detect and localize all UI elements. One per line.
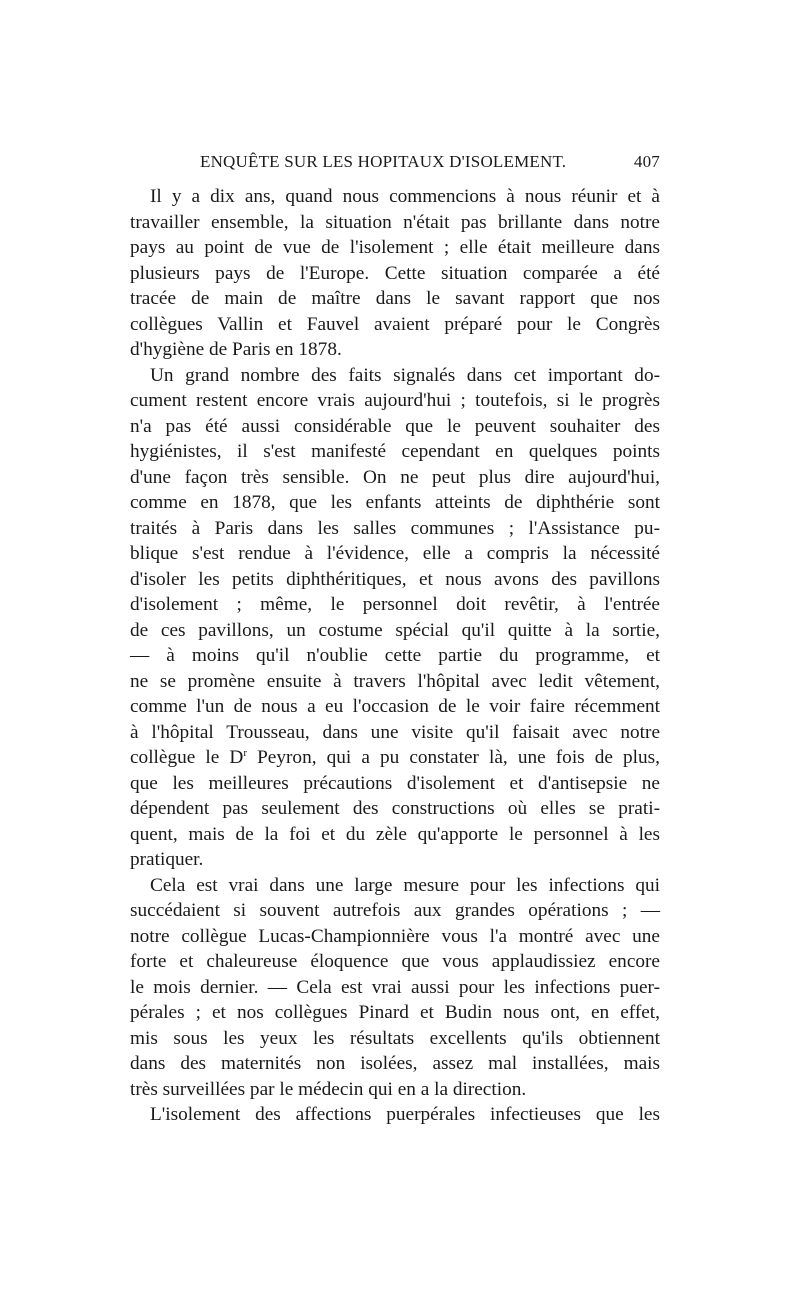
text-line: pays au point de vue de l'isolement ; elle était meilleure dans	[130, 237, 660, 258]
text-line: cument restent encore vrais aujourd'hui ; toutefois, si le progrès	[130, 390, 660, 411]
text-line: blique s'est rendue à l'évidence, elle a compris la nécessité	[130, 543, 660, 564]
text-line: d'une façon très sensible. On ne peut plus dire aujourd'hui,	[130, 466, 660, 488]
text-line: mis sous les yeux les résultats excellents qu'ils obtiennent	[130, 1027, 660, 1049]
body-text	[130, 184, 660, 1128]
running-title: ENQUÊTE SUR LES HOPITAUX D'ISOLEMENT.	[200, 152, 567, 171]
text-line: notre collègue Lucas-Championnière vous l'a montré avec une	[130, 925, 660, 947]
text-line: tracée de main de maître dans le savant rapport que nos	[130, 288, 660, 309]
text-line: collègues Vallin et Fauvel avaient préparé pour le Congrès	[130, 313, 660, 335]
text-line: pratiquer.	[130, 849, 204, 870]
text-line: succédaient si souvent autrefois aux grandes opérations ; —	[130, 900, 660, 921]
text-line: d'hygiène de Paris en 1878.	[130, 339, 342, 360]
superscript: r	[243, 747, 247, 759]
text-line: travailler ensemble, la situation n'était pas brillante dans notre	[130, 211, 660, 233]
text-line: très surveillées par le médecin qui en a la direction.	[130, 1078, 527, 1100]
text-line: de ces pavillons, un costume spécial qu'il quitte à la sortie,	[130, 619, 660, 641]
text-line: pérales ; et nos collègues Pinard et Budin nous ont, en effet,	[130, 1002, 660, 1023]
text-line: Un grand nombre des faits signalés dans cet important do-	[150, 364, 660, 386]
text-line: n'a pas été aussi considérable que le peuvent souhaiter des	[130, 415, 660, 437]
text-line: hygiénistes, il s'est manifesté cependant en quelques points	[130, 441, 660, 462]
text-line: d'isoler les petits diphthéritiques, et nous avons des pavillons	[130, 568, 660, 590]
text-line: L'isolement des affections puerpérales infectieuses que les	[150, 1104, 660, 1125]
text-segment: Peyron, qui a pu constater là, une fois de plus,	[247, 747, 661, 768]
text-line: comme en 1878, que les enfants atteints de diphthérie sont	[130, 492, 660, 513]
text-line: d'isolement ; même, le personnel doit revêtir, à l'entrée	[130, 594, 660, 615]
text-line: forte et chaleureuse éloquence que vous applaudissiez encore	[130, 951, 660, 972]
text-line: — à moins qu'il n'oublie cette partie du programme, et	[130, 645, 660, 666]
text-line: que les meilleures précautions d'isolement et d'antisepsie ne	[130, 772, 660, 794]
text-line: Il y a dix ans, quand nous commencions à nous réunir et à	[150, 186, 660, 207]
text-line: ne se promène ensuite à travers l'hôpital avec ledit vêtement,	[130, 670, 660, 692]
text-line: Cela est vrai dans une large mesure pour les infections qui	[150, 874, 660, 896]
text-line: dépendent pas seulement des constructions où elles se prati-	[130, 798, 660, 819]
text-line	[130, 745, 660, 771]
text-segment: collègue le D	[130, 747, 244, 768]
running-head	[200, 152, 660, 178]
text-line: quent, mais de la foi et du zèle qu'apporte le personnel à les	[130, 823, 660, 845]
text-line: plusieurs pays de l'Europe. Cette situation comparée a été	[130, 262, 660, 284]
text-line: traités à Paris dans les salles communes ; l'Assistance pu-	[130, 517, 660, 539]
text-line: dans des maternités non isolées, assez mal installées, mais	[130, 1053, 660, 1074]
text-line: comme l'un de nous a eu l'occasion de le voir faire récemment	[130, 696, 660, 717]
page-number: 407	[633, 152, 660, 171]
text-line: le mois dernier. — Cela est vrai aussi pour les infections puer-	[130, 976, 660, 998]
text-line: à l'hôpital Trousseau, dans une visite qu'il faisait avec notre	[130, 721, 660, 743]
